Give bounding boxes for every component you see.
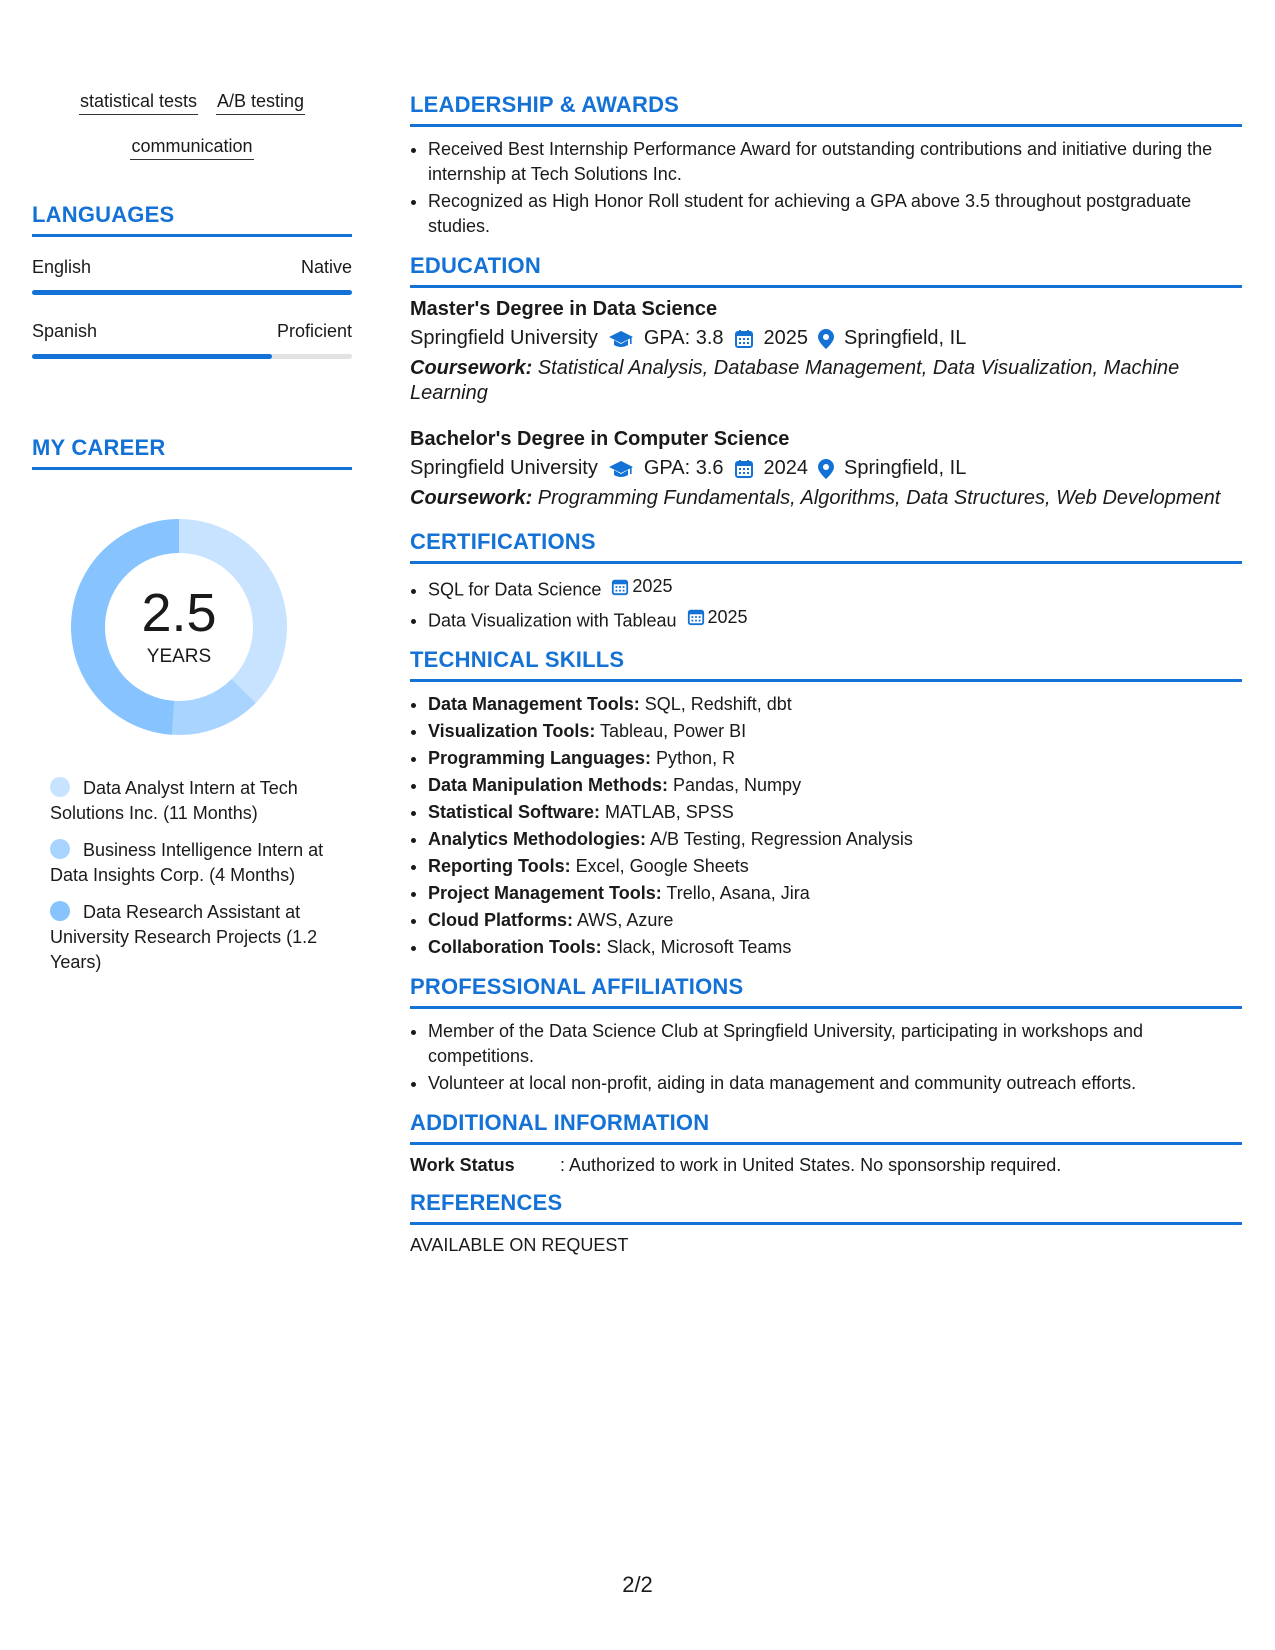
career-legend-label: Business Intelligence Intern at Data Insights Corp. (4 Months) [50, 840, 324, 885]
coursework [410, 486, 1242, 511]
career-legend-item [50, 776, 352, 826]
work-status-value: : Authorized to work in United States. No sponsorship required. [560, 1155, 1062, 1175]
legend-dot [50, 777, 70, 797]
list-item: • Member of the Data Science Club at Springfield University, participating in workshops and competitions. [428, 1019, 1242, 1069]
skill-tag: A/B testing [216, 90, 305, 115]
skill-values: Pandas, Numpy [668, 775, 802, 795]
skill-category: Cloud Platforms: [428, 910, 574, 930]
skill-tags [32, 84, 352, 174]
graduation-cap-icon [608, 459, 634, 479]
skill-category: Reporting Tools: [428, 856, 571, 876]
education-section [410, 253, 1242, 511]
list-item [428, 605, 1242, 634]
leadership-heading: LEADERSHIP & AWARDS [410, 92, 1242, 127]
skill-values: SQL, Redshift, dbt [639, 694, 792, 714]
skill-category: Data Management Tools: [428, 694, 640, 714]
language-proficiency-fill [32, 354, 272, 359]
coursework-list: Programming Fundamentals, Algorithms, Data Structures, Web Development [532, 487, 1221, 509]
career-total-unit: YEARS [146, 646, 212, 667]
career-legend-label: Data Research Assistant at University Research Projects (1.2 Years) [50, 902, 318, 972]
skill-item [428, 800, 1242, 825]
skill-category: Visualization Tools: [428, 721, 596, 741]
gpa: GPA: 3.8 [643, 327, 724, 349]
graduation-year: 2024 [763, 457, 809, 479]
education-entry [410, 428, 1242, 511]
career-heading: MY CAREER [32, 435, 352, 470]
skill-item [428, 719, 1242, 744]
gpa: GPA: 3.6 [643, 457, 724, 479]
career-legend-label: Data Analyst Intern at Tech Solutions Inc. (11 Months) [50, 778, 298, 823]
legend-dot [50, 901, 70, 921]
language-proficiency-bar [32, 354, 352, 359]
location-pin-icon [818, 459, 834, 479]
cert-year: 2025 [707, 606, 748, 627]
language-proficiency-bar [32, 290, 352, 295]
skill-item [428, 908, 1242, 933]
calendar-icon [734, 459, 754, 479]
cert-year: 2025 [632, 576, 673, 596]
skill-item [428, 746, 1242, 771]
coursework-label: Coursework: [410, 357, 533, 379]
language-name: Spanish [32, 321, 98, 341]
career-donut-chart [64, 512, 294, 742]
location: Springfield, IL [844, 327, 967, 349]
right-column [410, 92, 1242, 1270]
list-item [428, 574, 1242, 603]
coursework-list: Statistical Analysis, Database Management, Data Visualization, Machine Learning [410, 357, 1180, 404]
work-status-label: Work Status [410, 1155, 515, 1175]
skill-tag: statistical tests [79, 90, 198, 115]
language-english [32, 257, 352, 295]
left-column [32, 84, 352, 987]
affiliations-section [410, 974, 1242, 1096]
references-heading: REFERENCES [410, 1190, 1242, 1225]
degree-title: Bachelor's Degree in Computer Science [410, 428, 790, 450]
career-legend [32, 776, 352, 975]
skill-category: Statistical Software: [428, 802, 601, 822]
references-text: AVAILABLE ON REQUEST [410, 1235, 629, 1255]
technical-skills-heading: TECHNICAL SKILLS [410, 647, 1242, 682]
cert-name: SQL for Data Science [428, 579, 602, 600]
career-total-value: 2.5 [141, 583, 217, 643]
skill-category: Data Manipulation Methods: [428, 775, 668, 795]
languages-heading: LANGUAGES [32, 202, 352, 237]
skill-values: Tableau, Power BI [595, 721, 747, 741]
education-heading: EDUCATION [410, 253, 1242, 288]
calendar-icon [611, 578, 629, 596]
list-item: • Received Best Internship Performance Award for outstanding contributions and initiative during the internship at Tech Solutions Inc. [428, 137, 1242, 187]
cert-name: Data Visualization with Tableau [428, 610, 677, 630]
skill-values: Trello, Asana, Jira [661, 883, 810, 903]
skill-category: Analytics Methodologies: [428, 829, 647, 849]
language-proficiency-fill [32, 290, 352, 295]
affiliations-heading: PROFESSIONAL AFFILIATIONS [410, 974, 1242, 1009]
page-number: 2/2 [622, 1572, 653, 1597]
language-level: Native [300, 257, 352, 277]
skill-item [428, 692, 1242, 717]
skill-item [428, 881, 1242, 906]
language-spanish [32, 321, 352, 359]
skill-category: Programming Languages: [428, 748, 652, 768]
graduation-year: 2025 [763, 327, 809, 349]
certifications-heading: CERTIFICATIONS [410, 529, 1242, 564]
technical-skills-section [410, 647, 1242, 960]
additional-info-heading: ADDITIONAL INFORMATION [410, 1110, 1242, 1145]
degree-title: Master's Degree in Data Science [410, 298, 718, 320]
skill-values: AWS, Azure [573, 910, 674, 930]
graduation-cap-icon [608, 329, 634, 349]
language-level: Proficient [276, 321, 352, 341]
location: Springfield, IL [844, 457, 967, 479]
skill-category: Project Management Tools: [428, 883, 662, 903]
education-entry [410, 298, 1242, 406]
skill-category: Collaboration Tools: [428, 937, 602, 957]
skill-values: Python, R [651, 748, 736, 768]
skill-values: Excel, Google Sheets [570, 856, 749, 876]
calendar-icon [687, 608, 705, 626]
additional-info-section [410, 1110, 1242, 1176]
skill-values: Slack, Microsoft Teams [601, 937, 792, 957]
coursework-label: Coursework: [410, 487, 533, 509]
calendar-icon [734, 329, 754, 349]
skill-item [428, 773, 1242, 798]
skill-values: A/B Testing, Regression Analysis [646, 829, 913, 849]
list-item: • Recognized as High Honor Roll student for achieving a GPA above 3.5 throughout postgraduate studies. [428, 189, 1242, 239]
school-name: Springfield University [410, 327, 598, 349]
list-item: • Volunteer at local non-profit, aiding in data management and community outreach efforts. [428, 1071, 1242, 1096]
language-name: English [32, 257, 92, 277]
skill-tag: communication [130, 135, 253, 160]
skill-values: MATLAB, SPSS [600, 802, 734, 822]
leadership-section [410, 92, 1242, 239]
location-pin-icon [818, 329, 834, 349]
certifications-section [410, 529, 1242, 633]
legend-dot [50, 839, 70, 859]
skill-item [428, 827, 1242, 852]
career-legend-item [50, 900, 352, 975]
career-legend-item [50, 838, 352, 888]
coursework [410, 356, 1242, 406]
references-section [410, 1190, 1242, 1256]
school-name: Springfield University [410, 457, 598, 479]
skill-item [428, 854, 1242, 879]
skill-item [428, 935, 1242, 960]
